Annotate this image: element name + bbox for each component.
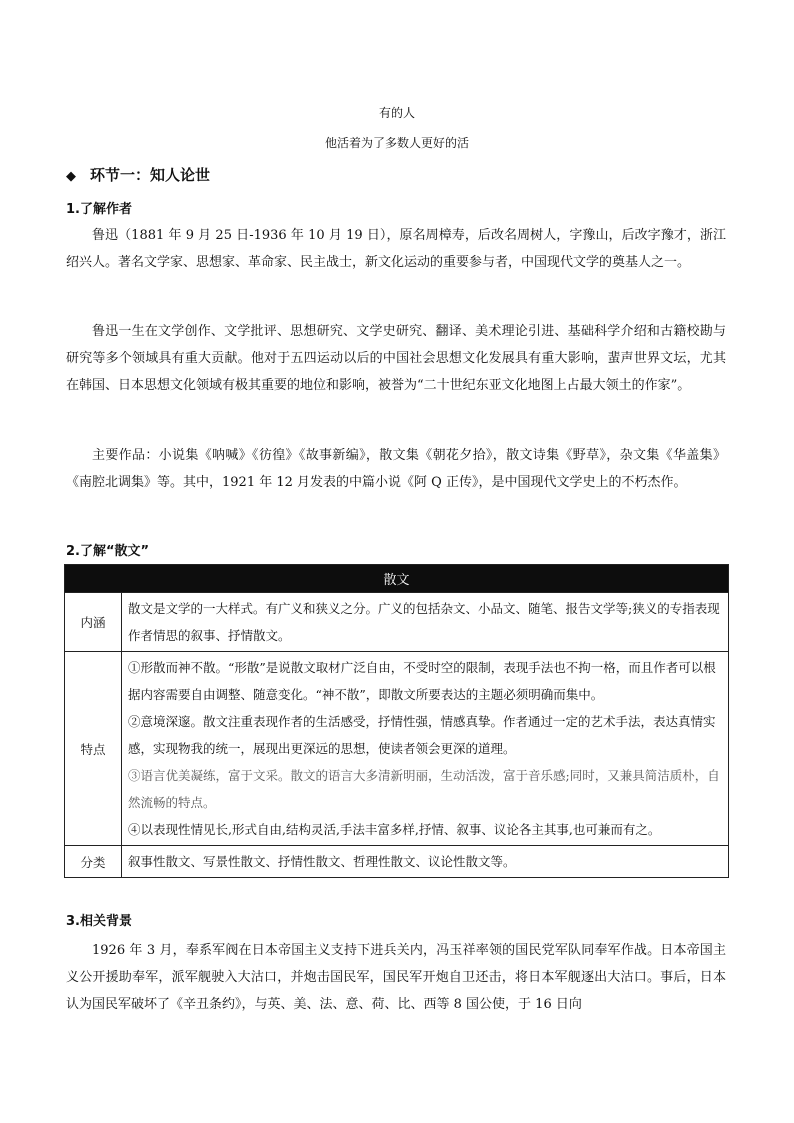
feature-item-2: ②意境深邃。散文注重表现作者的生活感受，抒情性强，情感真挚。作者通过一定的艺术手法，表达真情实感，实现物我的统一，展现出更深远的思想，使读者领会更深的道理。 (128, 714, 716, 756)
feature-item-4: ④以表现性情见长,形式自由,结构灵活,手法丰富多样,抒情、叙事、议论各主其事,也可兼而有之。 (128, 822, 661, 837)
feature-item-1: ①形散而神不散。“形散”是说散文取材广泛自由，不受时空的限制，表现手法也不拘一格，而且作者可以根据内容需要自由调整、随意变化。“神不散”，即散文所要表达的主题必须明确而集中。 (128, 660, 716, 702)
section-heading (66, 164, 210, 185)
author-paragraph-2: 鲁迅一生在文学创作、文学批评、思想研究、文学史研究、翻译、美术理论引进、基础科学介绍和古籍校勘与研究等多个领域具有重大贡献。他对于五四运动以后的中国社会思想文化发展具有重大影响，蜚声世界文坛，尤其在韩国、日本思想文化领域有极其重要的地位和影响，被誉为“二十世纪东亚文化地图上占最大领土的作家”。 (66, 324, 726, 393)
table-row (65, 593, 729, 652)
poem-line-1: 有的人 (378, 106, 415, 120)
table-row (65, 846, 729, 878)
row-label-classification: 分类 (65, 846, 122, 878)
row-content-features (122, 652, 729, 846)
table-header-row (65, 565, 729, 593)
row-content-classification: 叙事性散文、写景性散文、抒情性散文、哲理性散文、议论性散文等。 (122, 846, 729, 878)
diamond-bullet-icon: ◆ (66, 169, 76, 184)
heading-background: 3.相关背景 (66, 914, 132, 929)
feature-item-3: ③语言优美凝练，富于文采。散文的语言大多清新明丽，生动活泼，富于音乐感;同时，又兼具简洁质朴，自然流畅的特点。 (128, 768, 720, 810)
author-paragraph-3: 主要作品：小说集《呐喊》《彷徨》《故事新编》，散文集《朝花夕拾》，散文诗集《野草》，杂文集《华盖集》《南腔北调集》等。其中，1921 年 12 月发表的中篇小说《阿 Q 正传》，是中国现代文学史上的不朽杰作。 (66, 448, 726, 490)
table-row (65, 652, 729, 846)
heading-know-author: 1.了解作者 (66, 202, 132, 217)
row-label-features: 特点 (65, 652, 122, 846)
author-paragraph-1: 鲁迅（1881 年 9 月 25 日-1936 年 10 月 19 日），原名周樟寿，后改名周树人，字豫山，后改字豫才，浙江绍兴人。著名文学家、思想家、革命家、民主战士，新文化运动的重要参与者，中国现代文学的奠基人之一。 (66, 228, 726, 270)
heading-know-prose: 2.了解“散文” (66, 544, 150, 559)
row-content-connotation: 散文是文学的一大样式。有广义和狭义之分。广义的包括杂文、小品文、随笔、报告文学等;狭义的专指表现作者情思的叙事、抒情散文。 (122, 593, 729, 652)
poem-line-2: 他活着为了多数人更好的活 (324, 136, 469, 150)
row-label-connotation: 内涵 (65, 593, 122, 652)
background-paragraph: 1926 年 3 月，奉系军阀在日本帝国主义支持下进兵关内，冯玉祥率领的国民党军队同奉军作战。日本帝国主义公开援助奉军，派军舰驶入大沽口，并炮击国民军，国民军开炮自卫还击，将日本军舰逐出大沽口。事后，日本认为国民军破坏了《辛丑条约》，与英、美、法、意、荷、比、西等 8 国公使，于 16 日向 (66, 943, 726, 1012)
prose-table (64, 564, 729, 878)
section-title: 环节一：知人论世 (90, 166, 211, 184)
table-header: 散文 (65, 565, 729, 593)
